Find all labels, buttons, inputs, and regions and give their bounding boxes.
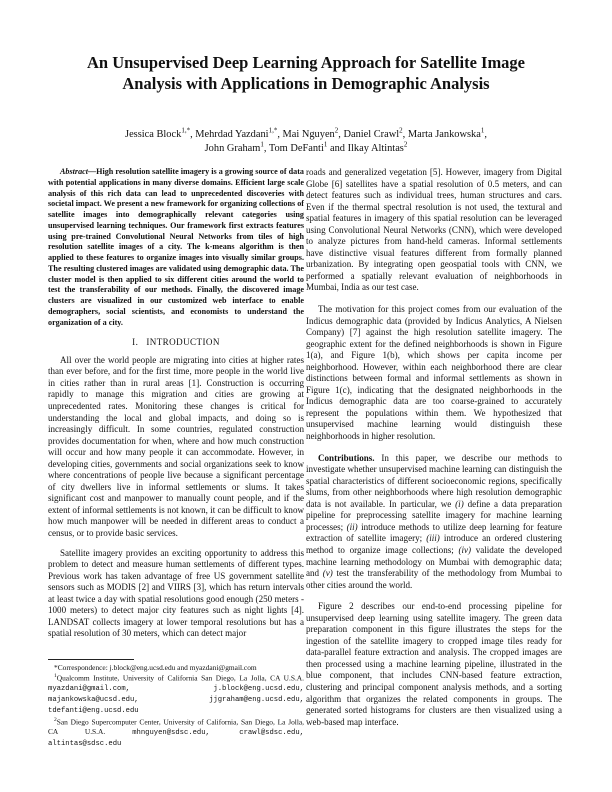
author: Ilkay Altintas <box>347 143 404 154</box>
paragraph: roads and generalized vegetation [5]. However, imagery from Digital Globe [6] satellites have a spatial resolution of 0.5 meters, and can detect features such as individual trees, human structures and cars. Even if the thermal spectral resolution is not used, the textural and spatial features in imagery of this spatial resolution can be leveraged using Convolutional Neural Networks (CNN), which were developed to analyze pictures from hand-held cameras. Informal settlements have distinctive visual features different from formally planned urbanization. By integrating open geospatial tools with CNN, we performed a spatially relevant evaluation of neighborhoods in Mumbai, India as our test case. <box>306 167 562 293</box>
author: Jessica Block <box>125 129 182 140</box>
author: Mehrdad Yazdani <box>195 129 269 140</box>
footnote-rule <box>48 659 134 660</box>
author-affiliation: 1,* <box>181 126 191 135</box>
author-line-1: Jessica Block$^{1,*}$, Mehrdad Yazdani$^{1,*}$, Mai Nguyen$^2$, Daniel Crawl$^2$, Marta Jankowska$^1$, <box>125 126 487 140</box>
footnote-emails: mhnguyen@sdsc.edu, crawl@sdsc.edu, altintas@sdsc.edu <box>48 728 304 748</box>
paragraph: The motivation for this project comes from our evaluation of the Indicus demographic data (provided by Indicus Analytics, A Nielsen Company) [7] against the high resolution satellite imagery. The geographic extent for the defined neighborhoods is shown in Figure 1(a), and Figure 1(b), which shows per capita income per neighborhood. However, within each neighborhood there are clear distinctions between formal and informal settlements as shown in Figure 1(c), indicating that the designated neighborhoods in the Indicus demographic data are too coarse-grained to accurately represent the populations within them. We hypothesized that unsupervised machine learning would distinguish these neighborhoods in higher resolution. <box>306 304 562 442</box>
author-affiliation: 1,* <box>268 126 278 135</box>
abstract-label: Abstract <box>60 167 88 176</box>
author-list <box>70 128 542 156</box>
left-column <box>48 167 304 648</box>
author: Mai Nguyen <box>282 129 335 140</box>
paragraph: Figure 2 describes our end-to-end processing pipeline for unsupervised deep learning using satellite imagery. The green data preparation component in this figure illustrates the steps for the ingestion of the satellite imagery to cropped image tiles ready for data-parallel feature extraction and analysis. The cropped images are then processed using a machine learning pipeline, illustrated in the blue component, that includes CNN-based feature extraction, clustering and principal component analysis methods, and a sorting algorithm that organizes the related components in groups. The generated sorted histograms for clusters are then visualized using a web-based map interface. <box>306 601 562 727</box>
author-affiliation: 2 <box>399 126 403 135</box>
footnote-correspondence: *Correspondence: j.block@eng.ucsd.edu and myazdani@gmail.com <box>54 663 257 672</box>
abstract-text: High resolution satellite imagery is a growing source of data with potential applications in many diverse domains. Efficient large scale analysis of this rich data can lead to unprecedented discoveries with societal impact. We present a new framework for organizing collections of satellite images into demographically relevant categories using unsupervised learning techniques. Our framework first extracts features using pre-trained Convolutional Neural Networks from tiles of high resolution satellite images of a city. The k-means algorithm is then applied to these features to organize images into visually similar groups. The resulting clustered images are validated using demographic data. The cluster model is then applied to six different cities around the world to test the transferability of our methods. Finally, the discovered image clusters are visualized in our customized web interface to enable demographers, social scientists, and economists to understand the organization of a city. <box>48 167 304 327</box>
right-column <box>306 167 562 738</box>
author-affiliation: 1 <box>260 140 264 149</box>
abstract: Abstract—High resolution satellite imagery is a growing source of data with potential applications in many diverse domains. Efficient large scale analysis of this rich data can lead to unprecedented discoveries with societal impact. We present a new framework for organizing collections of satellite images into demographically relevant categories using unsupervised learning techniques. Our framework first extracts features using pre-trained Convolutional Neural Networks from tiles of high resolution satellite images of a city. The k-means algorithm is then applied to these features to organize images into visually similar groups. The resulting clustered images are validated using demographic data. The cluster model is then applied to six different cities around the world to test the transferability of our methods. Finally, the discovered image clusters are visualized in our customized web interface to enable demographers, social scientists, and economists to understand the organization of a city. <box>48 167 304 327</box>
paper-title: An Unsupervised Deep Learning Approach for Satellite Image Analysis with Applications in Demographic Analysis <box>86 53 526 93</box>
footnote-affiliation-1: $^1$Qualcomm Institute, University of California San Diego, La Jolla, CA U.S.A. myazdani@gmail.com, j.block@eng.ucsd.edu, majankowska@ucsd.edu, jjgraham@eng.ucsd.edu, tdefanti@eng.ucsd.edu <box>48 673 304 715</box>
contributions-label: Contributions. <box>318 452 375 463</box>
paragraph-contributions: Contributions. In this paper, we describe our methods to investigate whether unsupervised machine learning can distinguish the spatial characteristics of different socioeconomic regions, specifically slums, from other neighborhoods where high resolution demographic data is not available. In particular, we (i) define a data preparation pipeline for preprocessing satellite imagery for machine learning processes; (ii) introduce methods to utilize deep learning for feature extraction of satellite imagery; (iii) introduce an ordered clustering method to organize image collections; (iv) validate the developed machine learning methodology on Mumbai with demographic data; and (v) test the transferability of the methodology from Mumbai to other cities around the world. <box>306 452 563 590</box>
footnotes <box>48 659 304 749</box>
footnote-affiliation-2: $^2$San Diego Supercomputer Center, University of California, San Diego, La Jolla, CA U.S.A. mhnguyen@sdsc.edu, crawl@sdsc.edu, altintas@sdsc.edu <box>48 716 304 748</box>
author-affiliation: 2 <box>403 140 408 149</box>
author-affiliation: 1 <box>323 140 328 149</box>
paragraph: All over the world people are migrating into cities at higher rates than ever before, and for the first time, more people in the world live in cities rather than in rural areas [1]. Construction is occurring rapidly to manage this migration and cities are growing at unprecedented rates. Monitoring these changes is critical for understanding the local and global impacts, and doing so is increasingly difficult. In some countries, regulated construction provides documentation for when, where and how much construction will occur and how many people it can accommodate. However, in developing cities, governments and social organizations seek to know where concentrations of people live because a significant percentage of city dwellers live in informal settlements or slums. It takes significant cost and manpower to manually count people, and if the extent of informal settlements is not known, it can be difficult to know how much manpower will be needed in different areas to conduct a census, or to provide basic services. <box>48 354 304 538</box>
paragraph: Satellite imagery provides an exciting opportunity to address this problem to detect and measure human settlements of different types. Previous work has taken advantage of free US government satellite sensors such as MODIS [2] and VIIRS [3], which has return intervals at least twice a day with spatial resolutions good enough (250 meters - 1000 meters) to detect major city features such as night lights [4]. LANDSAT collects imagery at lower temporal resolutions but has a spatial resolution of 30 meters, which can detect major <box>48 547 304 639</box>
author: John Graham <box>204 143 261 154</box>
author: Daniel Crawl <box>343 129 400 140</box>
author-line-2: John Graham$^1$, Tom DeFanti$^1$ and Ilkay Altintas$^2$ <box>204 140 408 154</box>
author: Marta Jankowska <box>407 129 481 140</box>
author: Tom DeFanti <box>268 143 324 154</box>
author-affiliation: 1 <box>480 126 485 135</box>
section-heading-introduction: I. INTRODUCTION <box>132 337 220 348</box>
author-affiliation: 2 <box>334 126 339 135</box>
footnote-emails: myazdani@gmail.com, j.block@eng.ucsd.edu, majankowska@ucsd.edu, jjgraham@eng.ucsd.edu, tdefanti@eng.ucsd.edu <box>48 684 304 715</box>
